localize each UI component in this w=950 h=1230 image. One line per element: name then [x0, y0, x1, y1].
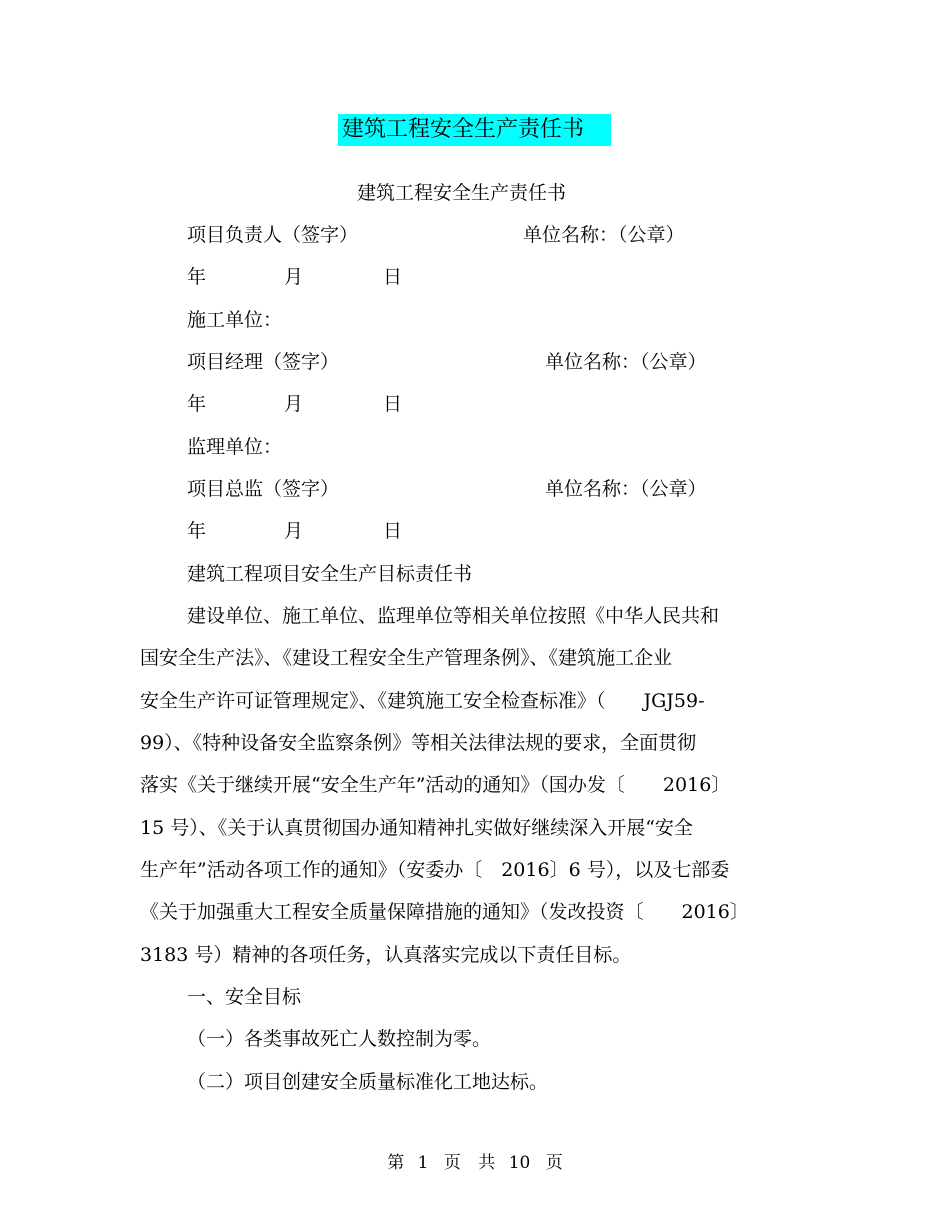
body-line: 15 号）、《关于认真贯彻国办通知精神扎实做好继续深入开展“安全	[140, 817, 693, 839]
section-heading: 建筑工程项目安全生产目标责任书	[187, 563, 473, 585]
unit-name-1-label: 单位名称：（公章）	[523, 224, 685, 246]
document-title-highlight: 建筑工程安全生产责任书	[338, 114, 611, 146]
date-month: 月	[284, 266, 304, 288]
date-year: 年	[187, 393, 207, 415]
total-pages: 10	[508, 1153, 531, 1173]
body-line: 建设单位、施工单位、监理单位等相关单位按照《中华人民共和	[187, 605, 720, 627]
signer-1-label: 项目负责人（签字）	[187, 224, 359, 246]
date-month: 月	[284, 520, 304, 542]
goal-item: （二）项目创建安全质量标准化工地达标。	[187, 1071, 549, 1093]
page-number: 1	[417, 1153, 429, 1173]
page-footer	[0, 1152, 950, 1174]
page-unit: 页	[443, 1153, 461, 1173]
date-year: 年	[187, 520, 207, 542]
body-line: 《关于加强重大工程安全质量保障措施的通知》（发改投资〔 2016〕	[140, 901, 749, 923]
supervision-unit-label: 监理单位：	[187, 436, 283, 458]
body-line: 3183 号）精神的各项任务，认真落实完成以下责任目标。	[140, 944, 632, 966]
body-line: 99）、《特种设备安全监察条例》等相关法律法规的要求，全面贯彻	[140, 732, 697, 754]
body-line: 国安全生产法》、《建设工程安全生产管理条例》、《建筑施工企业	[140, 647, 673, 669]
page-label: 第	[387, 1153, 405, 1173]
unit-name-2-label: 单位名称：（公章）	[545, 351, 707, 373]
date-day: 日	[383, 266, 403, 288]
construction-unit-label: 施工单位：	[187, 309, 283, 331]
goal-heading: 一、安全目标	[187, 986, 302, 1008]
body-line: 生产年”活动各项工作的通知》（安委办〔 2016〕6 号），以及七部委	[140, 859, 730, 881]
total-label: 共	[478, 1153, 496, 1173]
body-line: 落实《关于继续开展“安全生产年”活动的通知》（国办发〔 2016〕	[140, 774, 731, 796]
date-month: 月	[284, 393, 304, 415]
date-day: 日	[383, 520, 403, 542]
unit-name-3-label: 单位名称：（公章）	[545, 478, 707, 500]
goal-item: （一）各类事故死亡人数控制为零。	[187, 1028, 492, 1050]
total-unit: 页	[545, 1153, 563, 1173]
date-year: 年	[187, 266, 207, 288]
document-subtitle: 建筑工程安全生产责任书	[357, 182, 567, 204]
signer-3-label: 项目总监（签字）	[187, 478, 340, 500]
body-line: 安全生产许可证管理规定》、《建筑施工安全检查标准》（ JGJ59-	[140, 690, 705, 712]
signer-2-label: 项目经理（签字）	[187, 351, 340, 373]
date-day: 日	[383, 393, 403, 415]
